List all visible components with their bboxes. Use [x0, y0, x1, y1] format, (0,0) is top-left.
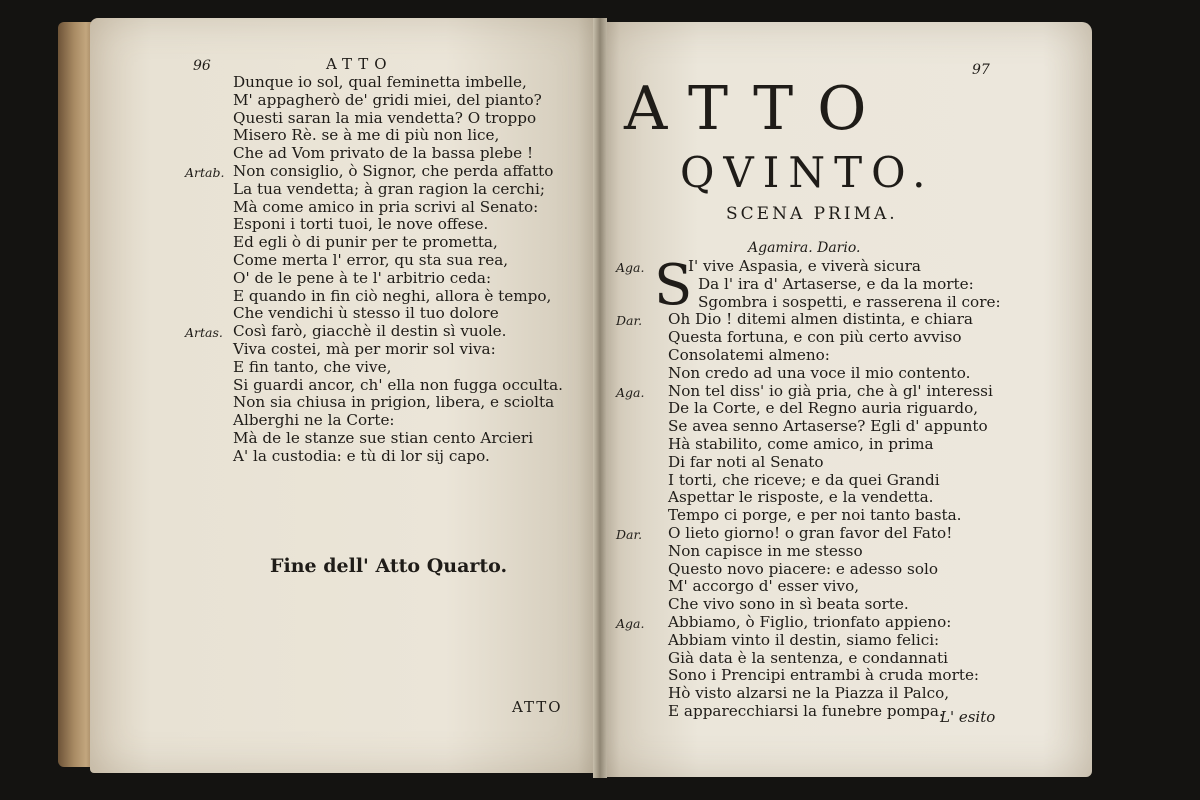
verse-line: M' appagherò de' gridi miei, del pianto? [233, 90, 542, 109]
verse-line: Hò visto alzarsi ne la Piazza il Palco, [668, 684, 950, 703]
verse-line: O lieto giorno! o gran favor del Fato! [668, 523, 953, 542]
verse-line: E fin tanto, che vive, [233, 357, 392, 376]
verse-line: Questo novo piacere: e adesso solo [668, 559, 938, 578]
speaker-label: Aga. [616, 616, 645, 631]
verse-line: Tempo ci porge, e per noi tanto basta. [668, 506, 962, 525]
verse-line: Non credo ad una voce il mio contento. [668, 363, 971, 382]
act-title: ATTO [624, 74, 891, 144]
drop-cap: S [654, 253, 693, 318]
left-running-head: ATTO [326, 55, 393, 73]
verse-line: Oh Dio ! ditemi almen distinta, e chiara [668, 310, 973, 329]
left-verse-block [233, 74, 563, 466]
verse-line: Aspettar le risposte, e la vendetta. [668, 488, 934, 507]
right-verse-block [668, 258, 1001, 721]
verse-line: Ed egli ò di punir per te prometta, [233, 233, 498, 252]
verse-line: Che vendichi ù stesso il tuo dolore [233, 304, 499, 323]
verse-line: Come merta l' error, qu sta sua rea, [233, 250, 509, 269]
verse-line: O' de le pene à te l' arbitrio ceda: [233, 268, 492, 287]
verse-line: E quando in fin ciò neghi, allora è tempo, [233, 286, 552, 305]
verse-line: La tua vendetta; à gran ragion la cerchi; [233, 179, 545, 198]
right-catchword: L' esito [940, 708, 996, 726]
verse-line: Alberghi ne la Corte: [233, 411, 395, 430]
verse-line: Misero Rè. se à me di più non lice, [233, 126, 500, 145]
verse-line: Mà come amico in pria scrivi al Senato: [233, 197, 539, 216]
verse-line: Si guardi ancor, ch' ella non fugga occulta. [233, 375, 563, 394]
characters-list: Agamira. Dario. [748, 240, 861, 256]
verse-line: Non tel diss' io già pria, che à gl' interessi [668, 381, 993, 400]
speaker-label: Dar. [616, 313, 643, 329]
verse-line: Sgombra i sospetti, e rasserena il core: [698, 292, 1001, 311]
verse-line: Così farò, giacchè il destin sì vuole. [233, 322, 507, 341]
end-of-act-note: Fine dell' Atto Quarto. [270, 555, 508, 577]
verse-line: Sono i Prencipi entrambi à cruda morte: [668, 666, 980, 685]
verse-line: De la Corte, e del Regno auria riguardo, [668, 399, 979, 418]
speaker-label: Dar. [616, 527, 643, 542]
left-page-number: 96 [193, 58, 211, 74]
speaker-label: Aga. [616, 384, 645, 400]
verse-line: Hà stabilito, come amico, in prima [668, 434, 934, 453]
verse-line: Se avea senno Artaserse? Egli d' appunto [668, 417, 988, 436]
verse-line: I' vive Aspasia, e viverà sicura [688, 257, 921, 275]
verse-line: A' la custodia: e tù di lor sij capo. [233, 446, 490, 465]
verse-line: I torti, che riceve; e da quei Grandi [668, 470, 940, 489]
verse-line: Viva costei, mà per morir sol viva: [233, 339, 496, 358]
speaker-label: Aga. [616, 260, 645, 275]
verse-line: Già data è la sentenza, e condannati [668, 648, 948, 667]
verse-line: Non sia chiusa in prigion, libera, e sciolta [233, 393, 555, 412]
verse-line: M' accorgo d' esser vivo, [668, 577, 860, 596]
verse-line: Da l' ira d' Artaserse, e da la morte: [698, 274, 974, 293]
verse-line: Abbiam vinto il destin, siamo felici: [668, 630, 940, 649]
verse-line: Mà de le stanze sue stian cento Arcieri [233, 428, 534, 447]
verse-line: Che vivo sono in sì beata sorte. [668, 595, 909, 614]
verse-line: Consolatemi almeno: [668, 345, 830, 364]
verse-line: Che ad Vom privato de la bassa plebe ! [233, 144, 534, 163]
verse-line: Abbiamo, ò Figlio, trionfato appieno: [668, 612, 952, 631]
scene-heading: SCENA PRIMA. [726, 204, 898, 224]
verse-line: Esponi i torti tuoi, le nove offese. [233, 215, 489, 234]
verse-line: Di far noti al Senato [668, 452, 824, 471]
verse-line: Dunque io sol, qual feminetta imbelle, [233, 73, 527, 91]
verse-line: Questa fortuna, e con più certo avviso [668, 328, 962, 347]
book-gutter [593, 18, 607, 778]
verse-line: E apparecchiarsi la funebre pompa. [668, 701, 944, 720]
left-catchword: ATTO [512, 698, 563, 716]
verse-line: Questi saran la mia vendetta? O troppo [233, 108, 537, 127]
act-subtitle: QVINTO. [680, 148, 935, 197]
verse-line: Non consiglio, ò Signor, che perda affatto [233, 161, 554, 180]
speaker-label: Artas. [185, 325, 223, 341]
verse-line: Non capisce in me stesso [668, 541, 863, 560]
speaker-label: Artab. [185, 165, 225, 180]
right-page-number: 97 [972, 62, 990, 78]
